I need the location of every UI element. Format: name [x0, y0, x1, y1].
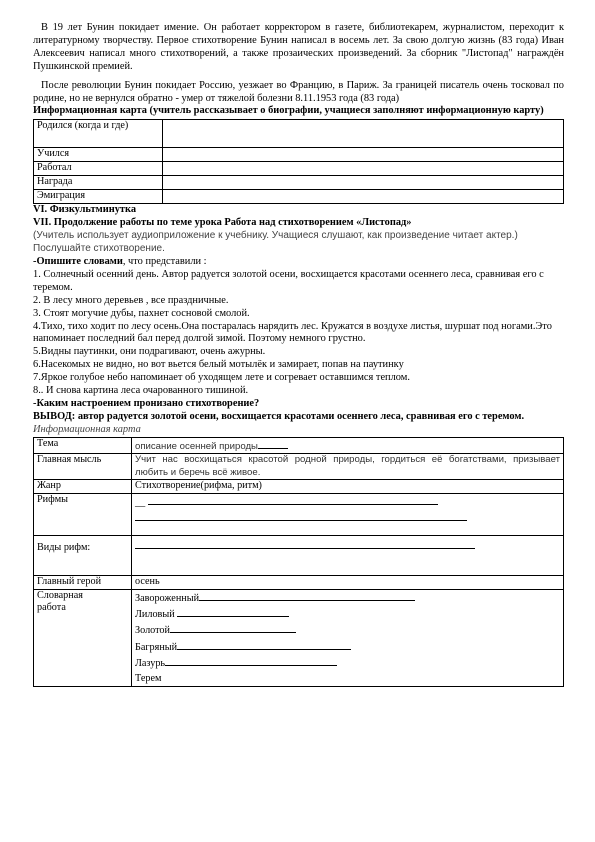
bio-row-label: Награда [34, 176, 163, 190]
vocab-item: Багряный [135, 639, 560, 655]
bio-paragraph-2: После революции Бунин покидает Россию, уезжает во Францию, в Париж. За границей писатель очень тосковал по родине, но не вернулся обратно - умер от тяжелой болезни 8.11.1953 года (83 года) [33, 79, 564, 104]
conclusion: ВЫВОД: автор радуется золотой осени, восхищается красотами осеннего леса, сравнивая его с теремом. [33, 410, 525, 422]
question-describe [33, 256, 564, 269]
rhymes-value: __ [132, 494, 564, 536]
list-item: 6.Насекомых не видно, но вот вьется белый мотылёк и замирает, попав на паутинку [33, 359, 404, 371]
bio-row-value [163, 176, 564, 190]
list-item: 5.Видны паутинки, они подрагивают, очень ажурны. [33, 346, 266, 358]
bio-row-label: Родился (когда и где) [34, 120, 163, 148]
section-6-heading: VI. Физкультминутка [33, 204, 137, 216]
bio-row-label: Учился [34, 148, 163, 162]
answer-list [33, 269, 564, 398]
teacher-note: (Учитель использует аудиоприложение к учебнику. Учащиеся слушают, как произведение читает актер.) [33, 230, 518, 242]
vocab-item: Лазурь [135, 655, 560, 671]
bio-row-value [163, 148, 564, 162]
rhymes-label: Рифмы [34, 494, 132, 536]
list-item: 2. В лесу много деревьев , все праздничные. [33, 294, 229, 306]
hero-label: Главный герой [34, 576, 132, 590]
document-page [33, 22, 564, 687]
question-describe-bold: -Опишите словами [33, 255, 123, 267]
bio-row-value [163, 120, 564, 148]
section-7-heading: VII. Продолжение работы по теме урока Работа над стихотворением «Листопад» [33, 217, 412, 229]
vocab-value [132, 589, 564, 686]
vocab-item: Лиловый [135, 606, 560, 622]
theme-value: описание осенней природы [132, 437, 564, 454]
hero-value: осень [132, 576, 564, 590]
question-describe-rest: , что представили : [122, 255, 207, 267]
list-item: 4.Тихо, тихо ходит по лесу осень.Она постаралась нарядить лес. Кружатся в воздухе листья, шуршат под ногами.Это напоминает последний бал перед долгой зимой. Поэтому немного грустно. [33, 320, 552, 345]
bio-row-label: Работал [34, 162, 163, 176]
vocab-item: Завороженный [135, 590, 560, 606]
info-card-heading: Информационная карта (учитель рассказывает о биографии, учащиеся заполняют информационную карту) [33, 105, 544, 117]
list-item: 3. Стоят могучие дубы, пахнет сосновой смолой. [33, 307, 250, 319]
genre-label: Жанр [34, 480, 132, 494]
listen-instruction: Послушайте стихотворение. [33, 243, 165, 255]
question-mood: -Каким настроением пронизано стихотворение? [33, 397, 260, 409]
list-item: 8.. И снова картина леса очарованного тишиной. [33, 385, 249, 397]
vocab-label: Словарная работа [34, 589, 132, 686]
list-item: 7.Яркое голубое небо напоминает об уходящем лете и согревает оставшимся теплом. [33, 372, 410, 384]
genre-value: Стихотворение(рифма, ритм) [132, 480, 564, 494]
bio-row-value [163, 162, 564, 176]
idea-value: Учит нас восхищаться красотой родной природы, гордиться её богатствами, призывает любить и беречь всё живое. [132, 454, 564, 480]
analysis-table [33, 437, 564, 687]
vocab-item: Терем [135, 672, 162, 684]
bio-table [33, 119, 564, 204]
bio-row-label: Эмиграция [34, 190, 163, 204]
bio-row-value [163, 190, 564, 204]
idea-label: Главная мысль [34, 454, 132, 480]
rhyme-types-value [132, 536, 564, 576]
list-item: 1. Солнечный осенний день. Автор радуется золотой осени, восхищается красотами осеннего леса, сравнивая его с теремом. [33, 268, 544, 293]
theme-label: Тема [34, 437, 132, 454]
bio-paragraph-1: В 19 лет Бунин покидает имение. Он работает корректором в газете, библиотекарем, журналистом, переходит к литературному творчеству. Первое стихотворение Бунин написал в восемь лет. За свою долгую жизнь (83 года) Иван Алексеевич написал много стихотворений, а также прозаических произведений. За сборник "Листопад" награждён Пушкинской премией. [33, 22, 564, 72]
vocab-item: Золотой [135, 622, 560, 638]
rhyme-types-label: Виды рифм: [34, 536, 132, 576]
info-card-2-heading: Информационная карта [33, 423, 141, 435]
